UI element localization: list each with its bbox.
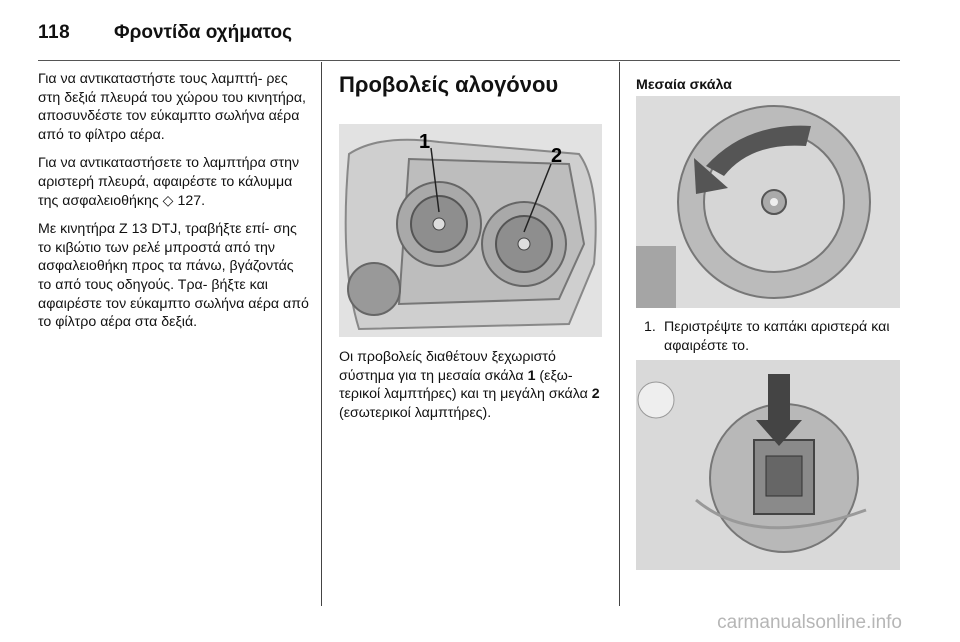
caption-text: (εξω- τερικοί λαμπτήρες) και τη μεγάλη σκάλα	[339, 367, 592, 403]
watermark: carmanualsonline.info	[717, 612, 902, 633]
column-divider-left	[321, 62, 322, 606]
column-3	[636, 70, 900, 99]
headlamp-caption	[339, 348, 605, 422]
header-rule	[38, 60, 900, 61]
cap-rotation-illustration	[636, 96, 900, 308]
page-header	[0, 0, 960, 64]
step-text: Περιστρέψτε το καπάκι αριστερά και αφαιρέστε το.	[664, 319, 890, 354]
column-1	[38, 70, 310, 342]
page-ref-link[interactable]: 127.	[173, 192, 206, 209]
caption-label-2: 2	[591, 386, 600, 403]
instruction-step-1	[636, 318, 904, 355]
bulb-removal-illustration	[636, 360, 900, 570]
section-heading-halogen: Προβολείς αλογόνου	[339, 72, 559, 97]
caption-label-1: 1	[527, 367, 536, 384]
step-number: 1.	[644, 319, 656, 335]
caption-text: (εσωτερικοί λαμπτήρες).	[339, 404, 492, 421]
page-ref-icon: ◇	[162, 192, 174, 209]
headlamp-illustration	[339, 124, 602, 337]
caption-text: Οι προβολείς διαθέτουν ξεχωριστό σύστημα για τη μεσαία σκάλα	[339, 349, 556, 384]
figure-label-2: 2	[551, 145, 563, 167]
paragraph-fuse-cover	[38, 154, 310, 210]
section-heading-low-beam: Μεσαία σκάλα	[636, 77, 732, 93]
figure-label-1: 1	[419, 131, 431, 153]
paragraph-text: Για να αντικαταστήσετε το λαμπτήρα στην αριστερή πλευρά, αφαιρέστε το κάλυμμα της ασφαλειοθήκης	[38, 155, 300, 209]
column-divider-right	[619, 62, 620, 606]
column-2	[339, 70, 603, 111]
paragraph-air-hose: Για να αντικαταστήστε τους λαμπτή- ρες στη δεξιά πλευρά του χώρου του κινητήρα, αποσυνδέστε τον εύκαμπτο σωλήνα αέρα από το φίλτρο αέρα.	[38, 71, 306, 143]
chapter-title: Φροντίδα οχήματος	[114, 22, 292, 43]
paragraph-relay-box: Με κινητήρα Z 13 DTJ, τραβήξτε επί- σης το κιβώτιο των ρελέ μπροστά από την ασφαλειοθήκη προς τα πάνω, βγάζοντάς το από τους οδηγούς. Τρα- βήξτε και αφαιρέστε τον εύκαμπτο σωλήνα αέρα από το φίλτρο αέρα στα δεξιά.	[38, 221, 309, 331]
page-number: 118	[38, 22, 71, 43]
